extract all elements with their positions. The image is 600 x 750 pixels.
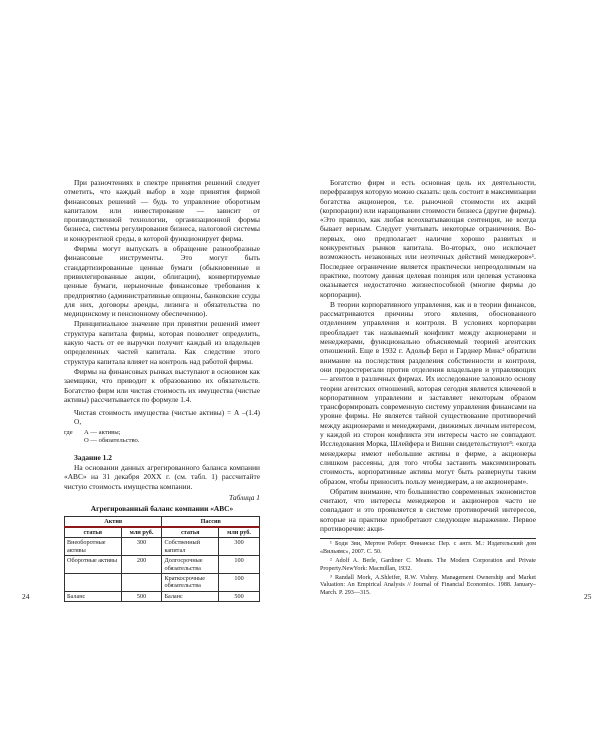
legend-item: А — активы; — [84, 428, 121, 436]
footnotes — [320, 538, 536, 597]
formula-text: Чистая стоимость имущества (чистые активы) = А – О, — [74, 408, 246, 427]
footnote: ² Adolf A. Berle, Gardiner C. Means. The Modern Corporation and Private Property.NewYork: Macmillan, 1932. — [320, 558, 536, 572]
page-number: 24 — [22, 592, 30, 601]
task-title: Задание 1.2 — [74, 452, 112, 462]
formula-number: (1.4) — [245, 408, 260, 418]
table-column-header: млн руб. — [121, 527, 162, 538]
table-cell — [65, 573, 122, 591]
table-column-header: статья — [162, 527, 219, 538]
table-cell: 100 — [219, 556, 260, 574]
right-text-column — [320, 178, 536, 599]
table-row — [65, 573, 260, 591]
task-text: На основании данных агрегированного баланса компании «АВС» на 31 декабря 20ХХ г. (см. табл. 1) рассчитайте чистую стоимость имущества компании. — [64, 463, 260, 491]
paragraph: Богатство фирм и есть основная цель их деятельности, перефразируя которую можно сказать: цель состоит в максимизации богатства акционеров, т.е. рыночной стоимости их акций (корпорации) или наращивании стоимости бизнеса (другие фирмы). «Это правило, как любая всеохватывающая сентенция, не всегда бывает верным. Следует учитывать некоторые ограничения. Во-первых, оно предполагает наличие хорошо развитых и конкурентных рынков капитала. Во-вторых, оно исключает возможность незаконных или неэтичных действий менеджеров»¹. Последнее ограничение является практически непреодолимым на практике, поэтому данная целевая позиция или целевая установка оказывается недостаточно жизнеспособной (многие фирмы до корпорации). — [320, 178, 536, 299]
table-cell: 300 — [219, 538, 260, 556]
right-page — [300, 0, 600, 750]
table-cell: 500 — [219, 591, 260, 601]
footnote: ¹ Боди Зви, Мертон Роберт. Финансы: Пер. с англ. М.: Издательский дом «Вильямс», 2007. С. 50. — [320, 541, 536, 555]
formula-legend — [64, 429, 260, 445]
paragraph: Фирмы на финансовых рынках выступают в основном как заемщики, что приводит к образованию их обязательств. Богатство фирм или чистая стоимость их имущества (чистые активы) рассчитывается по формуле 1.4. — [64, 366, 260, 404]
table-row — [65, 538, 260, 556]
table-cell — [121, 573, 162, 591]
legend-item: О — обязательство. — [84, 436, 140, 444]
table-cell: Баланс — [65, 591, 122, 601]
table-cell: Оборотные активы — [65, 556, 122, 574]
paragraph: При разночтениях в спектре принятия решений следует отметить, что каждый выбор в ходе принятия фирмой финансовых решений — будь то управление оборотным капиталом или инвестирование — зависит от производственной технологии, организационной формы бизнеса, системы регулирования бизнеса, налоговой системы и конкурентной среды, в которой функционирует фирма. — [64, 178, 260, 243]
paragraph: В теории корпоративного управления, как и в теории финансов, рассматриваются причины этого явления, обоснованного отделением управления и контроля. В условиях корпорации преобладает так называемый конфликт между акционерами и менеджерами, функционально объясняемый теорией агентских отношений. Еще в 1932 г. Адольф Берл и Гарднер Минс² обратили внимание на последствия разделения собственности и контроля, они предостерегали против отделения владельцев и управляющих — агентов в различных фирмах. Их исследование заложило основу теории агентских отношений, которая сегодня является ключевой в корпоративном управлении и заставляет некоторым образом трансформировать современную систему управления финансами на уровне фирмы. Не является тайной существование противоречий между акционерами и менеджерами, движимых личным интересом, у каждой из сторон конфликта эти интересы часто не совпадают. Исследования Морка, Шлейфера и Вишни свидетельствуют³: «когда менеджеры имеют небольшие активы в фирме, а акционеры слишком рассеяны, для того чтобы заставить максимизировать стоимость, корпоративные активы могут быть развернуты таким образом, чтобы приносить пользу менеджерам, а не акционерам». — [320, 299, 536, 486]
table-label: Таблица 1 — [228, 492, 260, 502]
table-cell: Внеоборотные активы — [65, 538, 122, 556]
formula-1-4 — [64, 408, 260, 427]
table-row — [65, 591, 260, 601]
table-cell: Баланс — [162, 591, 219, 601]
table-column-header: статья — [65, 527, 122, 538]
paragraph: Принципиальное значение при принятии решений имеет структура капитала фирмы, которая позволяет определить, какую часть от ее выручки получит каждый из владельцев определенных частей капитала. Как следствие этого структура капитала влияет на контроль над работой фирмы. — [64, 319, 260, 366]
table-row — [65, 556, 260, 574]
table-cell: Собственный капитал — [162, 538, 219, 556]
paragraph: Фирмы могут выпускать в обращение разнообразные финансовые инструменты. Это могут быть стандартизированные ценные бумаги (обыкновенные и привилегированные акции, облигации), конвертируемые ценные бумаги, нерыночные финансовые требования к предприятию (административные опционы, банковские ссуды для них, договоры аренды, лизинга и обязательства по медицинскому и пенсионному обеспечению). — [64, 244, 260, 319]
footnote: ³ Randall Mork, A.Shleifer, R.W. Vishny. Management Ownership and Market Valuation: An Empirical Analysis // Journal of Financial Economics. 1988. January–March. P. 293—315. — [320, 574, 536, 596]
table-cell: 500 — [121, 591, 162, 601]
table-column-header: млн руб. — [219, 527, 260, 538]
table-cell: Краткосрочные обязательства — [162, 573, 219, 591]
table-cell: 300 — [121, 538, 162, 556]
table-cell: Долгосрочные обязательства — [162, 556, 219, 574]
balance-table — [64, 516, 260, 603]
table-group-header: Актив — [65, 516, 162, 527]
table-cell: 200 — [121, 556, 162, 574]
table-cell: 100 — [219, 573, 260, 591]
paragraph: Обратим внимание, что большинство современных экономистов считают, что интересы менеджеров и акционеров часто не совпадают и это проявляется в системе противоречий интересов, которые на практике приобретают следующее выражение. Первое противоречие: акци- — [320, 486, 536, 533]
table-title: Агрегированный баланс компании «АВС» — [90, 504, 234, 514]
table-group-header: Пассив — [162, 516, 260, 527]
where-label: где — [64, 428, 73, 436]
left-text-column — [64, 178, 260, 602]
page-number: 25 — [584, 592, 592, 601]
